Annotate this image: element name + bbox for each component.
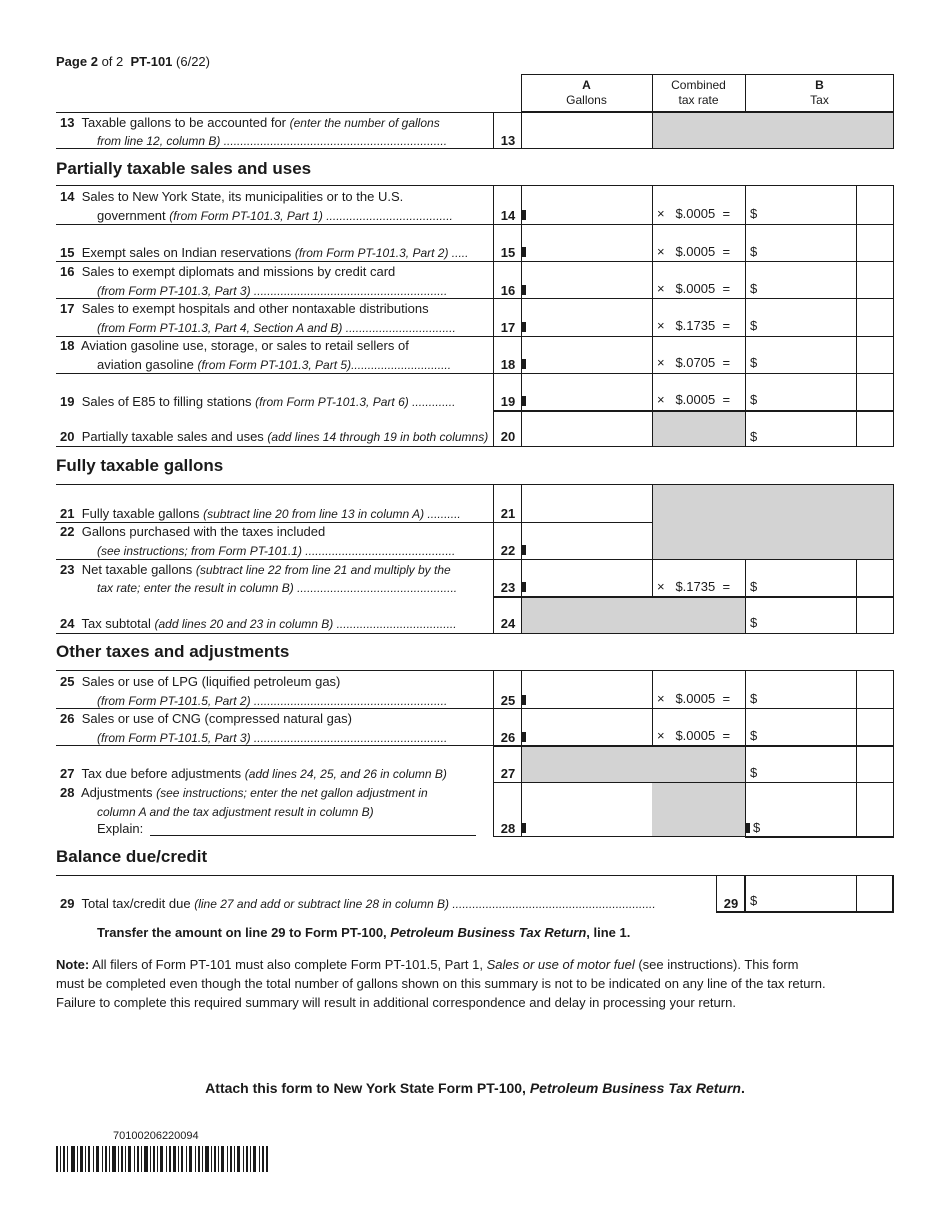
- line-28-num: 28: [500, 821, 516, 836]
- line-23-gallons-field[interactable]: [527, 560, 651, 595]
- barcode: [56, 1146, 268, 1177]
- dollar-sign: $: [750, 355, 758, 370]
- line-21-num: 21: [500, 506, 516, 521]
- line-20-text: 20 Partially taxable sales and uses (add lines 14 through 19 in both columns): [60, 429, 489, 444]
- line-20-tax-field[interactable]: [760, 412, 855, 446]
- line-17-num: 17: [500, 320, 516, 335]
- col-b-name: Tax: [810, 93, 829, 107]
- field-marker: [521, 285, 526, 295]
- field-marker: [521, 322, 526, 332]
- col-a-name: Gallons: [566, 93, 607, 107]
- field-marker: [521, 582, 526, 592]
- section-partially-taxable: Partially taxable sales and uses: [56, 159, 312, 178]
- line-19-num: 19: [500, 394, 516, 409]
- attach-instruction: Attach this form to New York State Form PT-100, Petroleum Business Tax Return.: [205, 1080, 745, 1096]
- field-marker: [521, 823, 526, 833]
- line-24-num: 24: [500, 616, 516, 631]
- line-23-tax-field[interactable]: [760, 560, 855, 595]
- line-23-rate: × $.1735 =: [657, 579, 731, 594]
- section-balance-due: Balance due/credit: [56, 847, 208, 866]
- col-rate-l1: Combined: [671, 78, 726, 92]
- page-header: Page 2 of 2 PT-101 (6/22): [56, 54, 210, 69]
- line-19-rate: × $.0005 =: [657, 392, 731, 407]
- line-14-gallons-field[interactable]: [527, 186, 651, 223]
- field-marker: [521, 732, 526, 742]
- line-22-gallons-field[interactable]: [527, 523, 651, 558]
- line-20-gallons-field[interactable]: [522, 412, 651, 446]
- line-16-text: 16 Sales to exempt diplomats and missions by credit card: [60, 264, 396, 279]
- line-13-gallons-field[interactable]: [522, 113, 651, 148]
- dollar-sign: $: [750, 728, 758, 743]
- section-fully-taxable: Fully taxable gallons: [56, 456, 224, 475]
- line-15-gallons-field[interactable]: [527, 225, 651, 260]
- line-28-gallons-field[interactable]: [527, 783, 651, 836]
- field-marker: [521, 695, 526, 705]
- dollar-sign: $: [750, 691, 758, 706]
- line-25-rate: × $.0005 =: [657, 691, 731, 706]
- line-16-num: 16: [500, 283, 516, 298]
- line-21-gallons-field[interactable]: [522, 485, 651, 521]
- line-19-tax-field[interactable]: [760, 374, 855, 409]
- line-15-num: 15: [500, 245, 516, 260]
- transfer-instruction: Transfer the amount on line 29 to Form PT-100, Petroleum Business Tax Return, line 1.: [97, 925, 631, 940]
- line-25-num: 25: [500, 693, 516, 708]
- line-15-rate: × $.0005 =: [657, 244, 731, 259]
- line-27-num: 27: [500, 766, 516, 781]
- dollar-sign: $: [750, 244, 758, 259]
- line-14-text: 14 Sales to New York State, its municipalities or to the U.S.: [60, 189, 404, 204]
- line-25-text: 25 Sales or use of LPG (liquified petroleum gas): [60, 674, 341, 689]
- field-marker: [521, 396, 526, 406]
- field-marker: [745, 823, 750, 833]
- line-26-num: 26: [500, 730, 516, 745]
- line-26-tax-field[interactable]: [760, 709, 855, 744]
- line-14-rate: × $.0005 =: [657, 206, 731, 221]
- line-24-text: 24 Tax subtotal (add lines 20 and 23 in column B) ....................................: [60, 616, 457, 631]
- line-17-gallons-field[interactable]: [527, 299, 651, 335]
- line-23-num: 23: [500, 580, 516, 595]
- line-29-num: 29: [723, 896, 739, 911]
- line-18-gallons-field[interactable]: [527, 337, 651, 372]
- line-15-tax-field[interactable]: [760, 225, 855, 260]
- dollar-sign: $: [750, 318, 758, 333]
- dollar-sign: $: [750, 392, 758, 407]
- line-17-rate: × $.1735 =: [657, 318, 731, 333]
- line-26-text: 26 Sales or use of CNG (compressed natural gas): [60, 711, 352, 726]
- dollar-sign: $: [753, 820, 761, 835]
- col-rate-l2: tax rate: [678, 93, 719, 107]
- line-20-num: 20: [500, 429, 516, 444]
- line-28-text: 28 Adjustments (see instructions; enter the net gallon adjustment in: [60, 785, 428, 800]
- dollar-sign: $: [750, 579, 758, 594]
- dollar-sign: $: [750, 206, 758, 221]
- col-b-letter: B: [815, 78, 824, 92]
- line-27-text: 27 Tax due before adjustments (add lines 24, 25, and 26 in column B): [60, 766, 447, 781]
- line-18-num: 18: [500, 357, 516, 372]
- line-17-text: 17 Sales to exempt hospitals and other nontaxable distributions: [60, 301, 429, 316]
- dollar-sign: $: [750, 893, 758, 908]
- line-21-text: 21 Fully taxable gallons (subtract line 20 from line 13 in column A) ..........: [60, 506, 461, 521]
- dollar-sign: $: [750, 615, 758, 630]
- line-26-rate: × $.0005 =: [657, 728, 731, 743]
- line-13-num: 13: [500, 133, 516, 148]
- line-28-explain-field[interactable]: [150, 818, 476, 835]
- line-15-text: 15 Exempt sales on Indian reservations (from Form PT-101.3, Part 2) .....: [60, 245, 469, 260]
- note-paragraph: Note: All filers of Form PT-101 must also complete Form PT-101.5, Part 1, Sales or use of motor fuel (see instructions). This form must be completed even though the total number of gallons shown on this summary is not to be indicated on any line of the tax return. Failure to complete this required summary will result in additional correspondence and delay in processing your return.: [56, 957, 826, 1010]
- line-28-tax-field[interactable]: [762, 783, 855, 836]
- line-18-tax-field[interactable]: [760, 337, 855, 372]
- line-22-num: 22: [500, 543, 516, 558]
- line-24-tax-field[interactable]: [760, 598, 855, 633]
- line-16-gallons-field[interactable]: [527, 262, 651, 297]
- line-29-total-field[interactable]: [760, 877, 855, 911]
- line-14-num: 14: [500, 208, 516, 223]
- line-19-gallons-field[interactable]: [527, 374, 651, 409]
- dollar-sign: $: [750, 429, 758, 444]
- section-other-taxes: Other taxes and adjustments: [56, 642, 290, 661]
- line-22-text: 22 Gallons purchased with the taxes included: [60, 524, 326, 539]
- barcode-number: 70100206220094: [113, 1130, 199, 1142]
- line-25-gallons-field[interactable]: [527, 671, 651, 707]
- line-27-tax-field[interactable]: [760, 747, 855, 782]
- line-16-rate: × $.0005 =: [657, 281, 731, 296]
- line-18-rate: × $.0705 =: [657, 355, 731, 370]
- line-17-tax-field[interactable]: [760, 299, 855, 335]
- line-14-tax-field[interactable]: [760, 186, 855, 223]
- field-marker: [521, 210, 526, 220]
- field-marker: [521, 545, 526, 555]
- line-16-tax-field[interactable]: [760, 262, 855, 297]
- col-a-letter: A: [582, 78, 591, 92]
- line-13-text: 13 Taxable gallons to be accounted for (enter the number of gallons: [60, 115, 440, 130]
- line-29-text: 29 Total tax/credit due (line 27 and add or subtract line 28 in column B) .............................................................: [60, 896, 656, 911]
- line-26-gallons-field[interactable]: [527, 709, 651, 744]
- field-marker: [521, 247, 526, 257]
- dollar-sign: $: [750, 765, 758, 780]
- dollar-sign: $: [750, 281, 758, 296]
- line-18-text: 18 Aviation gasoline use, storage, or sales to retail sellers of: [60, 338, 409, 353]
- line-23-text: 23 Net taxable gallons (subtract line 22 from line 21 and multiply by the: [60, 562, 451, 577]
- field-marker: [521, 359, 526, 369]
- line-25-tax-field[interactable]: [760, 671, 855, 707]
- line-19-text: 19 Sales of E85 to filling stations (from Form PT-101.3, Part 6) .............: [60, 394, 456, 409]
